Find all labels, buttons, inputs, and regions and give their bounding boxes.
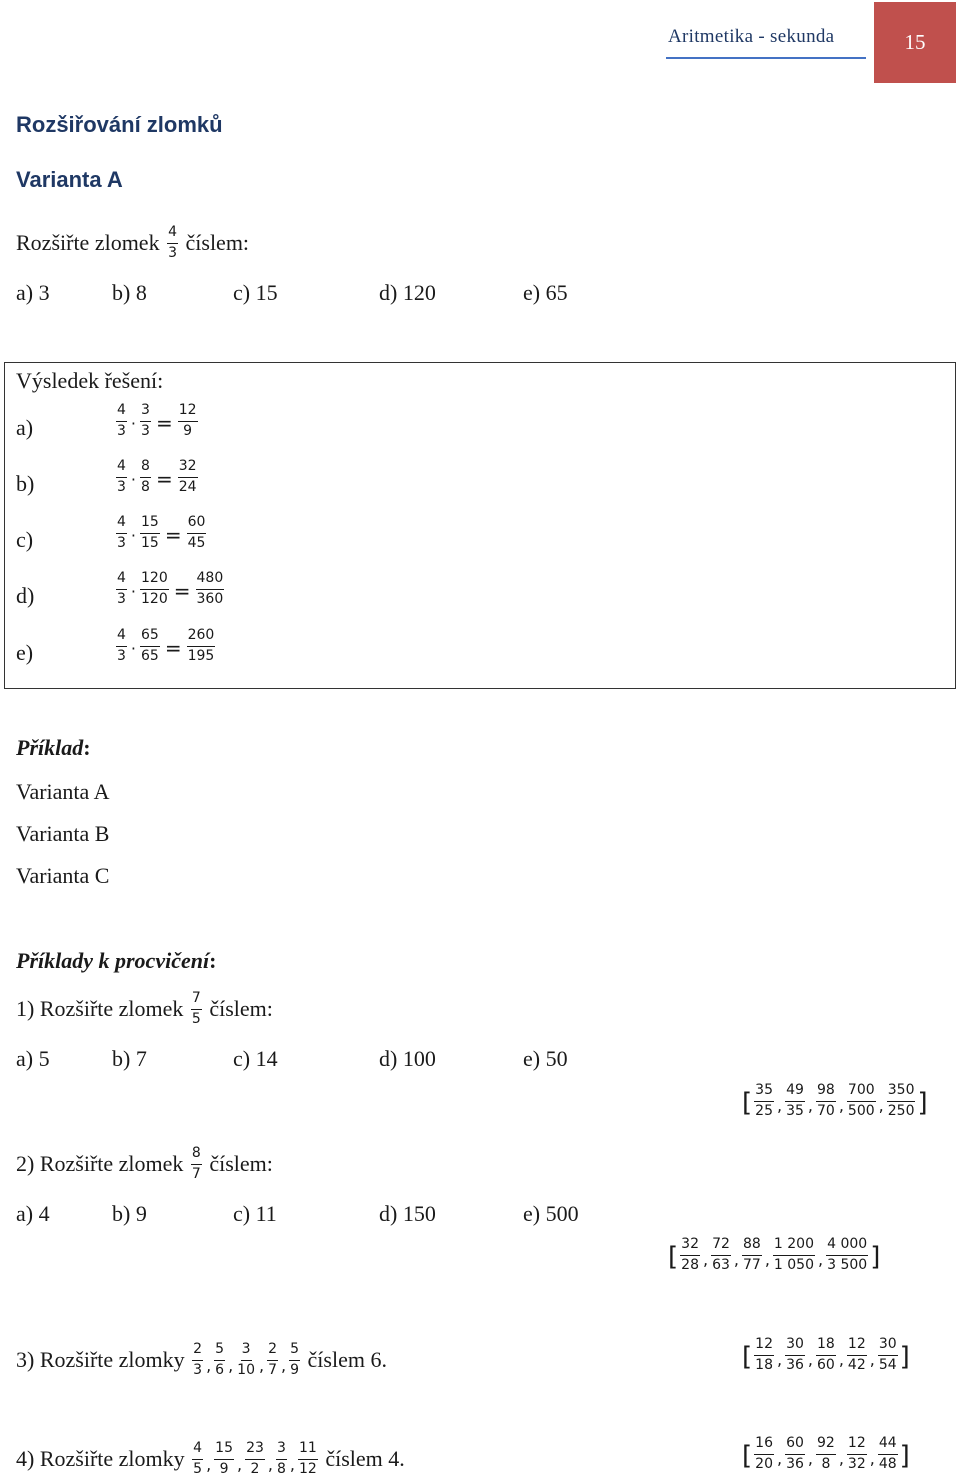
comma: , <box>869 1448 875 1468</box>
numerator: 1 200 <box>773 1236 815 1256</box>
denominator: 32 <box>847 1455 866 1472</box>
fraction <box>816 1336 836 1374</box>
denominator: 60 <box>817 1356 835 1373</box>
fraction <box>140 514 160 552</box>
equals-sign: = <box>173 579 191 603</box>
numerator: 60 <box>187 514 207 534</box>
practice-task <box>16 1343 387 1381</box>
fraction <box>187 627 216 665</box>
denominator: 15 <box>141 534 159 551</box>
practice-answer <box>742 1437 910 1475</box>
practice-option: c) 14 <box>233 1046 278 1071</box>
comma: , <box>776 1448 783 1468</box>
numerator: 30 <box>878 1336 898 1356</box>
numerator: 2 <box>192 1341 203 1361</box>
fraction <box>847 1336 867 1374</box>
task-suffix: číslem: <box>185 230 250 256</box>
open-bracket: [ <box>742 1441 753 1471</box>
practice-option: a) 5 <box>16 1046 50 1071</box>
numerator: 18 <box>816 1336 836 1356</box>
practice-option: e) 500 <box>523 1201 579 1226</box>
fraction <box>196 570 225 608</box>
practice-option: d) 100 <box>379 1046 436 1071</box>
numerator: 16 <box>754 1435 774 1455</box>
comma: , <box>702 1249 709 1269</box>
solution-row-label: b) <box>16 471 35 496</box>
numerator: 3 <box>241 1341 252 1361</box>
numerator: 4 <box>192 1440 203 1460</box>
denominator: 42 <box>847 1356 866 1373</box>
numerator: 30 <box>785 1336 805 1356</box>
fraction <box>785 1336 805 1374</box>
example-heading <box>16 735 91 761</box>
denominator: 3 500 <box>827 1256 868 1273</box>
numerator: 60 <box>785 1435 805 1455</box>
numerator: 5 <box>289 1341 300 1361</box>
comma: , <box>267 1455 273 1475</box>
denominator: 28 <box>681 1256 699 1273</box>
task-prefix: Rozšiřte zlomek <box>16 230 160 256</box>
numerator: 15 <box>140 514 160 534</box>
numerator: 4 <box>116 570 127 590</box>
practice-task <box>16 1147 273 1185</box>
numerator: 65 <box>140 627 160 647</box>
open-bracket: [ <box>742 1088 753 1118</box>
equals-sign: = <box>155 467 173 491</box>
comma: , <box>807 1349 813 1369</box>
comma: , <box>764 1249 770 1269</box>
comma: , <box>838 1349 844 1369</box>
practice-task <box>16 992 273 1030</box>
solution-equation <box>114 572 226 610</box>
practice-task-prefix: 1) Rozšiřte zlomek <box>16 996 184 1022</box>
option: b) 8 <box>112 280 147 305</box>
numerator: 4 <box>116 627 127 647</box>
option: d) 120 <box>379 280 436 305</box>
denominator: 3 <box>117 422 126 439</box>
fraction <box>116 627 127 665</box>
practice-answer <box>742 1084 928 1122</box>
page-title: Rozšiřování zlomků <box>16 112 223 137</box>
equals-sign: = <box>164 523 182 547</box>
comma: , <box>236 1455 243 1475</box>
denominator: 25 <box>755 1102 773 1119</box>
numerator: 5 <box>214 1341 225 1361</box>
fraction <box>711 1236 731 1274</box>
denominator: 2 <box>250 1460 260 1477</box>
denominator: 77 <box>743 1256 761 1273</box>
fraction <box>178 402 198 440</box>
numerator: 44 <box>878 1435 898 1455</box>
practice-task-suffix: číslem 6. <box>307 1347 387 1373</box>
fraction <box>754 1336 774 1374</box>
multiply-sign: · <box>130 469 137 489</box>
numerator: 15 <box>214 1440 234 1460</box>
fraction <box>298 1440 318 1478</box>
denominator: 120 <box>141 590 168 607</box>
solution-equation <box>114 629 217 667</box>
solution-row-label: d) <box>16 583 35 608</box>
example-colon: : <box>83 735 91 760</box>
denominator: 5 <box>191 1010 201 1027</box>
practice-option: b) 7 <box>112 1046 147 1071</box>
denominator: 3 <box>117 590 126 607</box>
fraction <box>214 1341 225 1379</box>
numerator: 49 <box>785 1082 805 1102</box>
numerator: 11 <box>298 1440 318 1460</box>
equals-sign: = <box>155 411 173 435</box>
practice-task-suffix: číslem: <box>209 1151 273 1177</box>
numerator: 12 <box>754 1336 774 1356</box>
fraction <box>878 1435 898 1473</box>
denominator: 7 <box>268 1361 278 1378</box>
denominator: 3 <box>117 478 126 495</box>
denominator: 45 <box>187 534 206 551</box>
close-bracket: ] <box>870 1242 881 1272</box>
numerator: 480 <box>196 570 225 590</box>
numerator: 700 <box>847 1082 876 1102</box>
denominator: 6 <box>215 1361 225 1378</box>
denominator: 360 <box>196 590 224 607</box>
close-bracket: ] <box>899 1441 910 1471</box>
practice-task <box>16 1442 405 1480</box>
numerator: 32 <box>178 458 198 478</box>
comma: , <box>228 1356 234 1376</box>
numerator: 260 <box>187 627 216 647</box>
denominator: 24 <box>178 478 197 495</box>
numerator: 4 <box>116 514 127 534</box>
fraction <box>236 1341 256 1379</box>
numerator: 92 <box>816 1435 836 1455</box>
practice-task-prefix: 2) Rozšiřte zlomek <box>16 1151 184 1177</box>
task-options <box>0 280 960 310</box>
comma: , <box>776 1349 783 1369</box>
denominator: 63 <box>712 1256 730 1273</box>
fraction <box>116 514 127 552</box>
fraction <box>191 990 202 1028</box>
numerator: 3 <box>276 1440 287 1460</box>
comma: , <box>776 1095 783 1115</box>
denominator: 195 <box>187 647 215 664</box>
fraction <box>680 1236 700 1274</box>
comma: , <box>733 1249 739 1269</box>
practice-option: e) 50 <box>523 1046 568 1071</box>
denominator: 3 <box>193 1361 203 1378</box>
comma: , <box>878 1095 884 1115</box>
denominator: 9 <box>290 1361 300 1378</box>
denominator: 36 <box>786 1455 804 1472</box>
close-bracket: ] <box>917 1088 928 1118</box>
solution-equation <box>114 516 208 554</box>
practice-task-prefix: 3) Rozšiřte zlomky <box>16 1347 185 1373</box>
comma: , <box>838 1448 844 1468</box>
denominator: 35 <box>786 1102 804 1119</box>
denominator: 8 <box>821 1455 831 1472</box>
numerator: 12 <box>847 1336 867 1356</box>
multiply-sign: · <box>130 413 137 433</box>
fraction <box>116 458 127 496</box>
denominator: 5 <box>193 1460 203 1477</box>
fraction <box>826 1236 868 1274</box>
denominator: 9 <box>183 422 193 439</box>
practice-task-suffix: číslem 4. <box>325 1446 405 1472</box>
practice-option: a) 4 <box>16 1201 50 1226</box>
practice-answer <box>668 1238 880 1276</box>
equals-sign: = <box>164 636 182 660</box>
fraction <box>816 1082 836 1120</box>
numerator: 120 <box>140 570 169 590</box>
numerator: 12 <box>847 1435 867 1455</box>
fraction <box>785 1435 805 1473</box>
fraction <box>116 402 127 440</box>
comma: , <box>281 1356 287 1376</box>
denominator: 1 050 <box>773 1256 815 1273</box>
fraction <box>178 458 198 496</box>
fraction <box>192 1440 203 1478</box>
task-line <box>16 226 249 264</box>
denominator: 10 <box>237 1361 255 1378</box>
comma: , <box>206 1356 212 1376</box>
numerator: 4 <box>116 402 127 422</box>
fraction <box>742 1236 762 1274</box>
numerator: 7 <box>191 990 202 1010</box>
fraction <box>140 570 169 608</box>
fraction <box>140 402 151 440</box>
header-underline <box>666 57 866 59</box>
denominator: 7 <box>191 1165 201 1182</box>
practice-label: Příklady k procvičení <box>16 948 210 973</box>
fraction <box>192 1341 203 1379</box>
solution-title: Výsledek řešení: <box>16 368 164 393</box>
numerator: 3 <box>140 402 151 422</box>
multiply-sign: · <box>130 581 137 601</box>
fraction <box>816 1435 836 1473</box>
denominator: 3 <box>168 244 177 261</box>
denominator: 20 <box>755 1455 773 1472</box>
variant-heading: Varianta A <box>16 167 123 192</box>
practice-option: c) 11 <box>233 1201 277 1226</box>
denominator: 36 <box>786 1356 804 1373</box>
fraction <box>754 1082 774 1120</box>
example-label: Příklad <box>16 735 84 760</box>
denominator: 500 <box>847 1102 875 1119</box>
fraction <box>214 1440 234 1478</box>
header-title: Aritmetika - sekunda <box>668 26 835 47</box>
comma: , <box>259 1356 265 1376</box>
denominator: 54 <box>878 1356 897 1373</box>
fraction <box>847 1435 867 1473</box>
fraction <box>116 570 127 608</box>
numerator: 23 <box>245 1440 265 1460</box>
fraction <box>140 458 151 496</box>
practice-option: d) 150 <box>379 1201 436 1226</box>
fraction <box>191 1145 202 1183</box>
denominator: 12 <box>299 1460 317 1477</box>
denominator: 65 <box>141 647 159 664</box>
page-number: 15 <box>874 2 956 83</box>
numerator: 32 <box>680 1236 700 1256</box>
denominator: 70 <box>817 1102 835 1119</box>
open-bracket: [ <box>668 1242 679 1272</box>
numerator: 4 000 <box>826 1236 868 1256</box>
multiply-sign: · <box>130 638 137 658</box>
comma: , <box>206 1455 212 1475</box>
denominator: 3 <box>117 534 126 551</box>
practice-colon: : <box>209 948 217 973</box>
multiply-sign: · <box>130 525 137 545</box>
numerator: 4 <box>167 224 178 244</box>
fraction <box>187 514 207 552</box>
numerator: 2 <box>267 1341 278 1361</box>
numerator: 12 <box>178 402 198 422</box>
practice-option: b) 9 <box>112 1201 147 1226</box>
denominator: 8 <box>277 1460 286 1477</box>
numerator: 88 <box>742 1236 762 1256</box>
denominator: 3 <box>141 422 150 439</box>
solution-equation <box>114 460 200 498</box>
fraction <box>267 1341 278 1379</box>
numerator: 350 <box>887 1082 916 1102</box>
numerator: 8 <box>140 458 151 478</box>
fraction <box>773 1236 815 1274</box>
comma: , <box>869 1349 875 1369</box>
fraction <box>878 1336 898 1374</box>
fraction <box>887 1082 916 1120</box>
fraction <box>276 1440 287 1478</box>
denominator: 3 <box>117 647 126 664</box>
fraction <box>785 1082 805 1120</box>
open-bracket: [ <box>742 1342 753 1372</box>
numerator: 98 <box>816 1082 836 1102</box>
denominator: 18 <box>755 1356 773 1373</box>
example-variant-a[interactable]: Varianta A <box>16 779 110 804</box>
close-bracket: ] <box>899 1342 910 1372</box>
comma: , <box>289 1455 296 1475</box>
comma: , <box>807 1448 813 1468</box>
comma: , <box>838 1095 844 1115</box>
fraction <box>140 627 160 665</box>
option: c) 15 <box>233 280 278 305</box>
fraction <box>289 1341 300 1379</box>
denominator: 9 <box>219 1460 229 1477</box>
solution-row-label: e) <box>16 640 34 665</box>
comma: , <box>807 1095 813 1115</box>
numerator: 4 <box>116 458 127 478</box>
example-variant-b[interactable]: Varianta B <box>16 821 110 846</box>
denominator: 250 <box>887 1102 915 1119</box>
task-fraction <box>167 224 178 262</box>
example-variant-c[interactable]: Varianta C <box>16 863 110 888</box>
comma: , <box>818 1249 824 1269</box>
fraction <box>754 1435 774 1473</box>
fraction <box>245 1440 265 1478</box>
practice-answer <box>742 1338 910 1376</box>
solution-equation <box>114 404 200 442</box>
numerator: 35 <box>754 1082 774 1102</box>
option: a) 3 <box>16 280 50 305</box>
denominator: 48 <box>878 1455 897 1472</box>
option: e) 65 <box>523 280 568 305</box>
solution-row-label: c) <box>16 527 34 552</box>
practice-heading <box>16 948 216 974</box>
practice-task-suffix: číslem: <box>209 996 273 1022</box>
fraction <box>847 1082 876 1120</box>
denominator: 8 <box>141 478 150 495</box>
solution-row-label: a) <box>16 415 34 440</box>
practice-task-prefix: 4) Rozšiřte zlomky <box>16 1446 185 1472</box>
numerator: 8 <box>191 1145 202 1165</box>
numerator: 72 <box>711 1236 731 1256</box>
